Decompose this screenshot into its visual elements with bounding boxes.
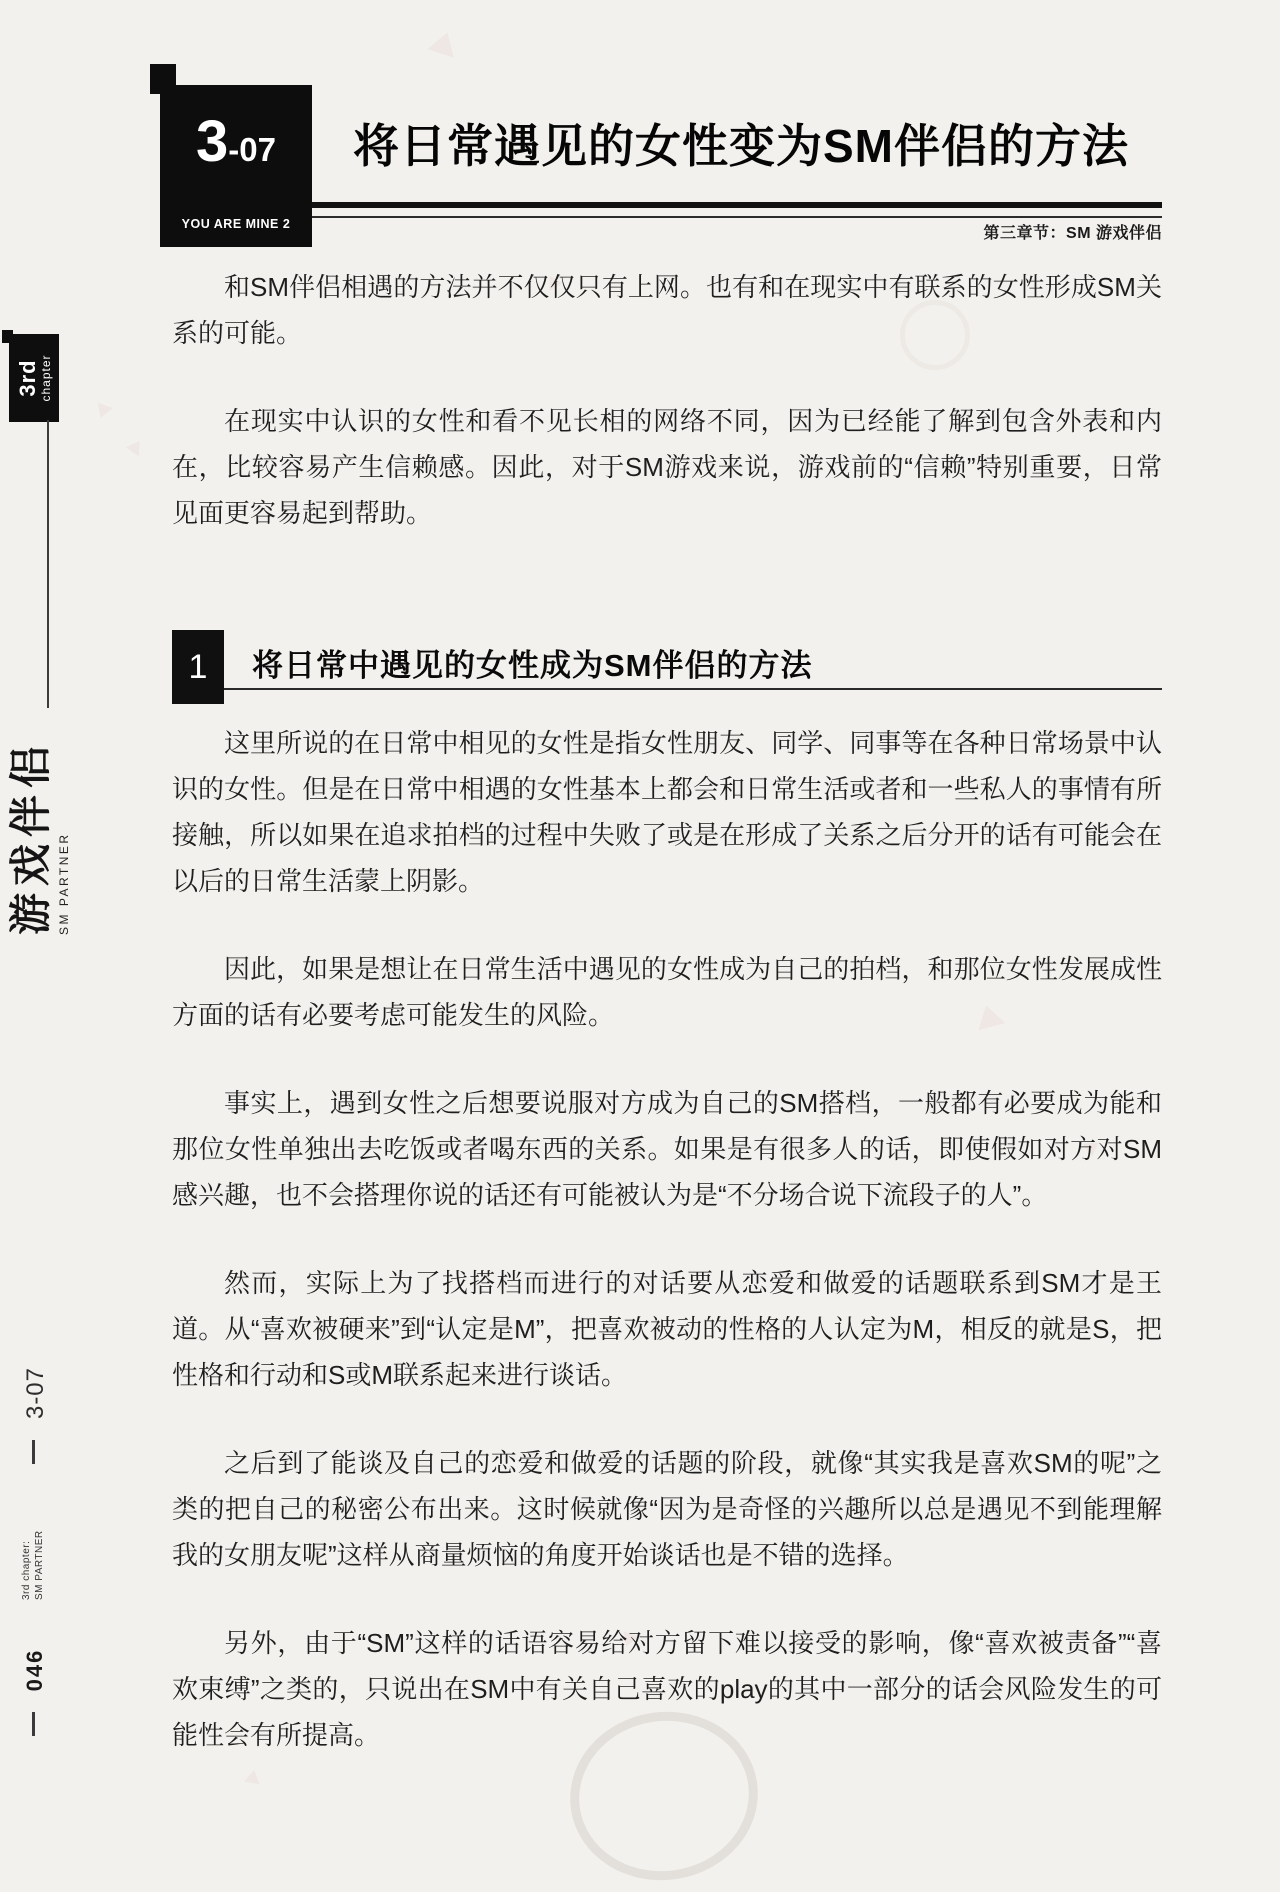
chapter-tab-label: chapter [38, 354, 53, 402]
page-number: 046 [22, 1648, 47, 1692]
paragraph: 在现实中认识的女性和看不见长相的网络不同，因为已经能了解到包含外表和内在，比较容易产生信赖感。因此，对于SM游戏来说，游戏前的“信赖”特别重要，日常见面更容易起到帮助。 [172, 406, 1162, 528]
series-caption: YOU ARE MINE 2 [181, 217, 291, 231]
chapter-tab-number: 3rd [14, 359, 40, 397]
section-heading: 将日常中遇见的女性成为SM伴侣的方法 [252, 648, 813, 683]
watermark-doodle [126, 437, 147, 457]
section-index: 1 [188, 647, 208, 686]
series-title-latin: SM PARTNER [56, 832, 71, 935]
paragraph: 然而，实际上为了找搭档而进行的对话要从恋爱和做爱的话题联系到SM才是王道。从“喜欢被硬来”到“认定是M”，把喜欢被动的性格的人认定为M，相反的就是S，把性格和行动和S或M联系起来进行谈话。 [172, 1268, 1162, 1390]
sidebar-divider [32, 1712, 35, 1736]
paragraph: 因此，如果是想让在日常生活中遇见的女性成为自己的拍档，和那位女性发展成性方面的话有必要考虑可能发生的风险。 [172, 954, 1162, 1030]
sidebar-divider [32, 1440, 35, 1464]
section-index-box [172, 630, 224, 704]
chapter-tab [9, 334, 59, 422]
sidebar-section-code: 3-07 [22, 1366, 49, 1420]
section-text [172, 720, 1162, 1800]
sidebar-rule [47, 420, 49, 708]
paragraph: 之后到了能谈及自己的恋爱和做爱的话题的阶段，就像“其实我是喜欢SM的呢”之类的把自己的秘密公布出来。这时候就像“因为是奇怪的兴趣所以总是遇见不到能理解我的女朋友呢”这样从商量烦恼的角度开始谈话也是不错的选择。 [172, 1448, 1162, 1570]
page-title: 将日常遇见的女性变为SM伴侣的方法 [353, 120, 1129, 172]
title-rule [312, 202, 1162, 218]
paragraph: 这里所说的在日常中相见的女性是指女性朋友、同学、同事等在各种日常场景中认识的女性。但是在日常中相遇的女性基本上都会和日常生活或者和一些私人的事情有所接触，所以如果在追求拍档的过程中失败了或是在形成了关系之后分开的话有可能会在以后的日常生活蒙上阴影。 [172, 728, 1162, 896]
section-heading-rule [224, 688, 1162, 690]
series-title-cjk: 游戏伴侣 [6, 738, 54, 935]
section-number-minor: -07 [228, 131, 276, 168]
sidebar-chapter-caption-line2: SM PARTNER [34, 1530, 45, 1600]
paragraph: 事实上，遇到女性之后想要说服对方成为自己的SM搭档，一般都有必要成为能和那位女性单独出去吃饭或者喝东西的关系。如果是有很多人的话，即使假如对方对SM感兴趣，也不会搭理你说的话还有可能被认为是“不分场合说下流段子的人”。 [172, 1088, 1162, 1210]
chapter-subtitle: 第三章节：SM 游戏伴侣 [983, 225, 1162, 242]
section-number-major: 3 [196, 109, 229, 174]
paragraph: 和SM伴侣相遇的方法并不仅仅只有上网。也有和在现实中有联系的女性形成SM关系的可能。 [172, 272, 1162, 348]
sidebar-chapter-caption [20, 1484, 46, 1600]
watermark-doodle [93, 403, 112, 421]
series-title [6, 709, 71, 935]
intro-text [172, 264, 1162, 578]
paragraph: 另外，由于“SM”这样的话语容易给对方留下难以接受的影响，像“喜欢被责备”“喜欢束缚”之类的，只说出在SM中有关自己喜欢的play的其中一部分的话会风险发生的可能性会有所提高。 [172, 1628, 1162, 1750]
watermark-doodle [427, 28, 460, 58]
section-number-box [160, 85, 312, 247]
section-number [160, 109, 312, 174]
sidebar-chapter-caption-line1: 3rd chapter: [21, 1540, 32, 1600]
